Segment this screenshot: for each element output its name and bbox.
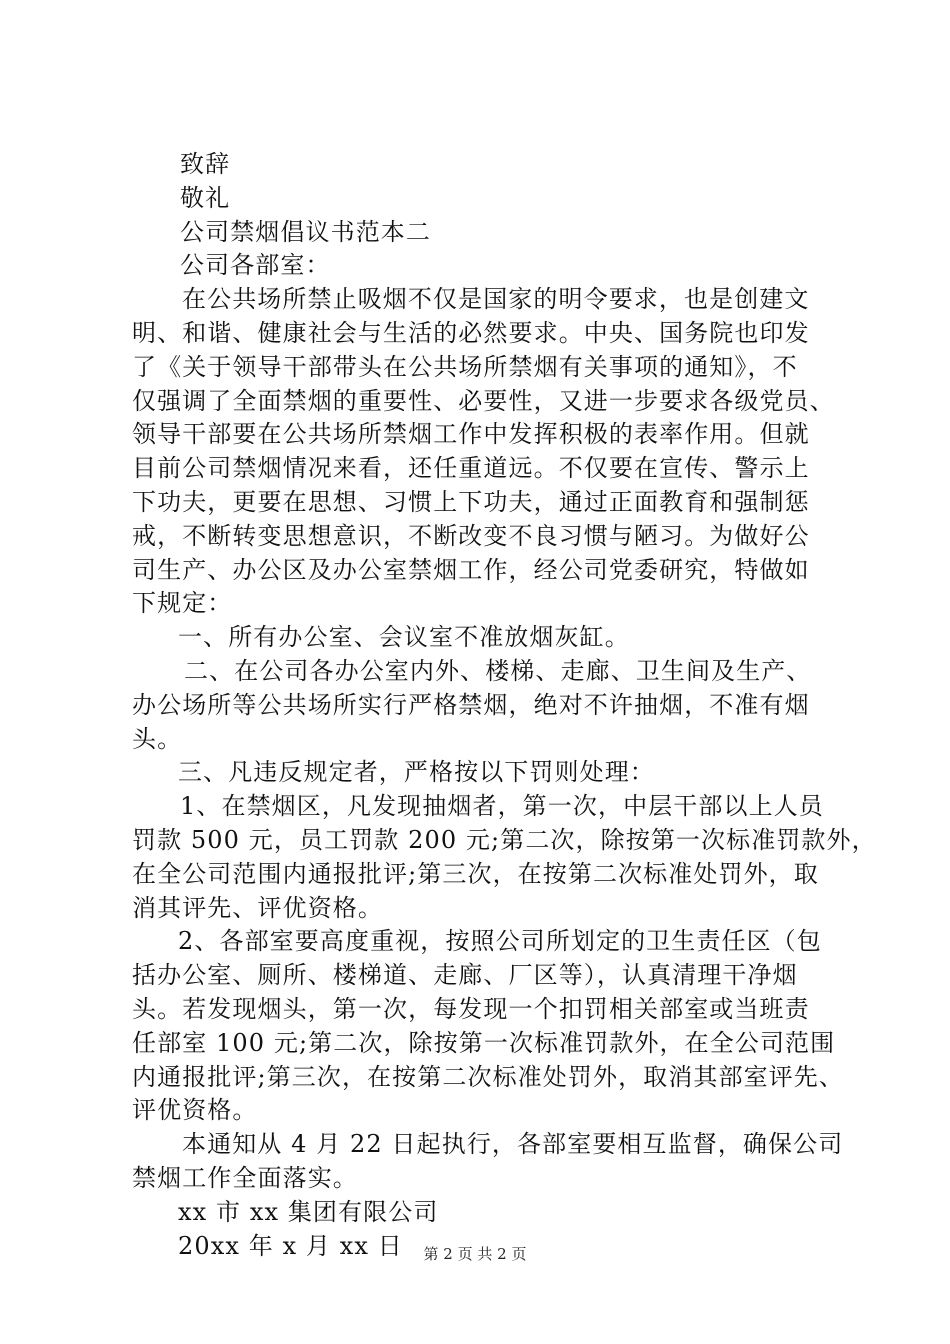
document-body bbox=[132, 148, 877, 1263]
paragraph-line: 任部室 100 元;第二次，除按第一次标准罚款外，在全公司范围 bbox=[132, 1028, 836, 1057]
effective-notice bbox=[132, 1128, 844, 1196]
paragraph-line: 仅强调了全面禁烟的重要性、必要性，又进一步要求各级党员、 bbox=[132, 386, 835, 415]
paragraph-line: 罚款 500 元，员工罚款 200 元;第二次，除按第一次标准罚款外， bbox=[132, 825, 877, 854]
paragraph-line: 了《关于领导干部带头在公共场所禁烟有关事项的通知》，不 bbox=[132, 352, 798, 381]
penalty-1 bbox=[132, 790, 877, 925]
paragraph-line: 头。 bbox=[132, 724, 183, 753]
rule-1: 一、所有办公室、会议室不准放烟灰缸。 bbox=[178, 623, 630, 652]
page-footer: 第 2 页 共 2 页 bbox=[423, 1245, 527, 1263]
paragraph-line: 2、各部室要高度重视，按照公司所划定的卫生责任区（包 bbox=[178, 927, 822, 956]
paragraph-line: 消其评先、评优资格。 bbox=[132, 893, 383, 922]
paragraph-line: 下功夫，更要在思想、习惯上下功夫，通过正面教育和强制惩 bbox=[132, 487, 810, 516]
rule-3-heading: 三、凡违反规定者，严格按以下罚则处理： bbox=[178, 758, 655, 787]
closing-line-2: 敬礼 bbox=[180, 183, 231, 212]
paragraph-line: 评优资格。 bbox=[132, 1096, 258, 1125]
paragraph-line: 下规定： bbox=[132, 589, 233, 618]
paragraph-line: 目前公司禁烟情况来看，还任重道远。不仅要在宣传、警示上 bbox=[132, 454, 810, 483]
closing-line-1: 致辞 bbox=[180, 150, 231, 178]
salutation: 公司各部室： bbox=[180, 251, 331, 280]
paragraph-line: 本通知从 4 月 22 日起执行，各部室要相互监督，确保公司 bbox=[182, 1130, 844, 1159]
paragraph-line: 在公共场所禁止吸烟不仅是国家的明令要求，也是创建文 bbox=[182, 285, 810, 314]
paragraph-line: 戒，不断转变思想意识，不断改变不良习惯与陋习。为做好公 bbox=[132, 521, 810, 550]
document-title: 公司禁烟倡议书范本二 bbox=[180, 217, 431, 246]
paragraph-line: 办公场所等公共场所实行严格禁烟，绝对不许抽烟，不准有烟 bbox=[132, 690, 810, 719]
signature-organization: xx 市 xx 集团有限公司 bbox=[178, 1197, 439, 1226]
paragraph-line: 二、在公司各办公室内外、楼梯、走廊、卫生间及生产、 bbox=[184, 656, 812, 685]
paragraph-line: 禁烟工作全面落实。 bbox=[132, 1163, 358, 1192]
paragraph-line: 内通报批评;第三次，在按第二次标准处罚外，取消其部室评先、 bbox=[132, 1062, 844, 1091]
intro-paragraph bbox=[132, 283, 835, 621]
paragraph-line: 头。若发现烟头，第一次，每发现一个扣罚相关部室或当班责 bbox=[132, 994, 810, 1023]
paragraph-line: 在全公司范围内通报批评;第三次，在按第二次标准处罚外，取 bbox=[132, 859, 819, 888]
paragraph-line: 明、和谐、健康社会与生活的必然要求。中央、国务院也印发 bbox=[132, 318, 810, 347]
penalty-2 bbox=[132, 925, 844, 1128]
paragraph-line: 领导干部要在公共场所禁烟工作中发挥积极的表率作用。但就 bbox=[132, 420, 810, 449]
paragraph-line: 括办公室、厕所、楼梯道、走廊、厂区等），认真清理干净烟 bbox=[132, 961, 798, 990]
paragraph-line: 司生产、办公区及办公室禁烟工作，经公司党委研究，特做如 bbox=[132, 555, 810, 584]
paragraph-line: 1、在禁烟区，凡发现抽烟者，第一次，中层干部以上人员 bbox=[180, 792, 824, 821]
rule-2 bbox=[132, 655, 832, 756]
signature-date: 20xx 年 x 月 xx 日 bbox=[178, 1231, 403, 1260]
